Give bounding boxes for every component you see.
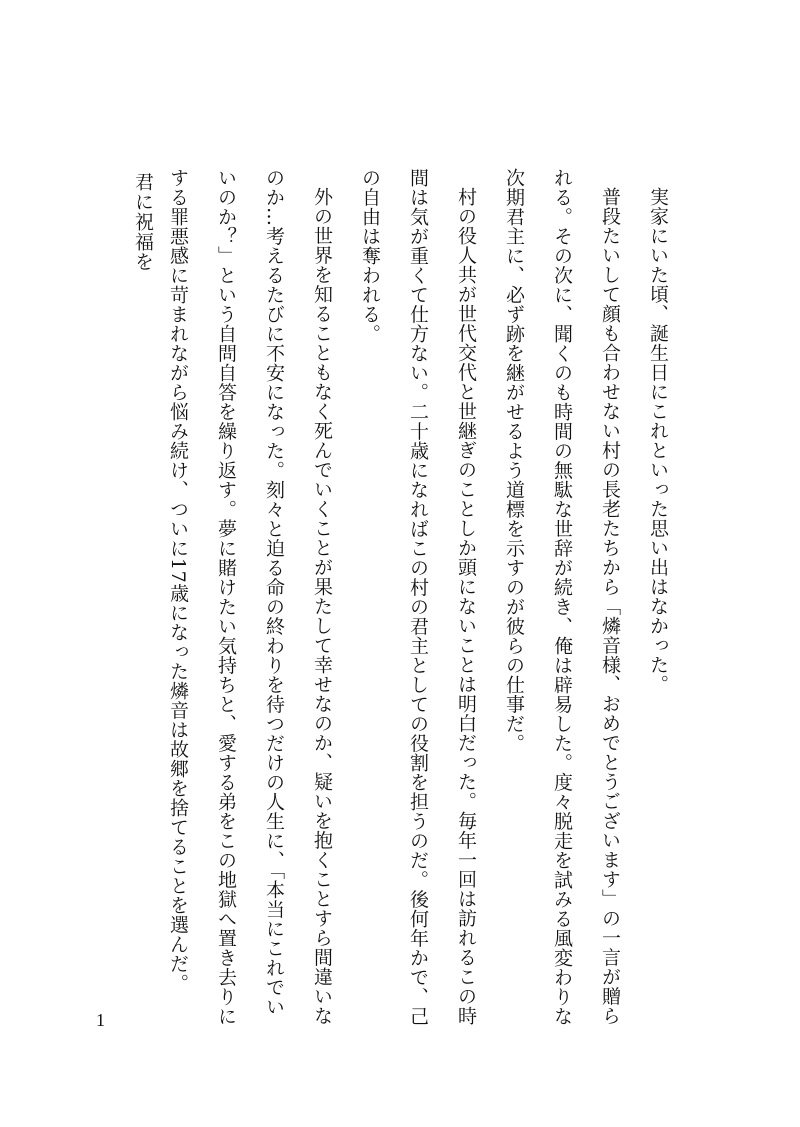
paragraph-1: 実家にいた頃、誕生日にこれといった思い出はなかった。	[647, 187, 669, 694]
chapter-title: 君に祝福を	[132, 172, 154, 272]
body-text	[154, 168, 682, 1028]
paragraph-2: 普段たいして顔も合わせない村の長老たちから「燐音様、おめでとうございます」の一言が贈られる。その次に、聞くのも時間の無駄な世辞が続き、俺は辟易した。度々脱走を試みる風変わりな次期君主に、必ず跡を継がせるよう道標を示すのが彼らの仕事だ。	[503, 168, 621, 1026]
page-number: 1	[96, 1010, 105, 1030]
paragraph-3: 村の役人共が世代交代と世継ぎのことしか頭にないことは明白だった。毎年一回は訪れるこの時間は気が重くて仕方ない。二十歳になればこの村の君主としての役割を担うのだ。後何年かで、己の自由は奪われる。	[359, 168, 477, 1026]
paragraph-4: 外の世界を知ることもなく死んでいくことが果たして幸せなのか、疑いを抱くことすら間違いなのか…考えるたびに不安になった。刻々と迫る命の終わりを待つだけの人生に、「本当にこれでいいのか？」という自問自答を繰り返す。夢に賭けたい気持ちと、愛する弟をこの地獄へ置き去りにする罪悪感に苛まれながら悩み続け、ついに17歳になった燐音は故郷を捨てることを選んだ。	[167, 168, 333, 1026]
